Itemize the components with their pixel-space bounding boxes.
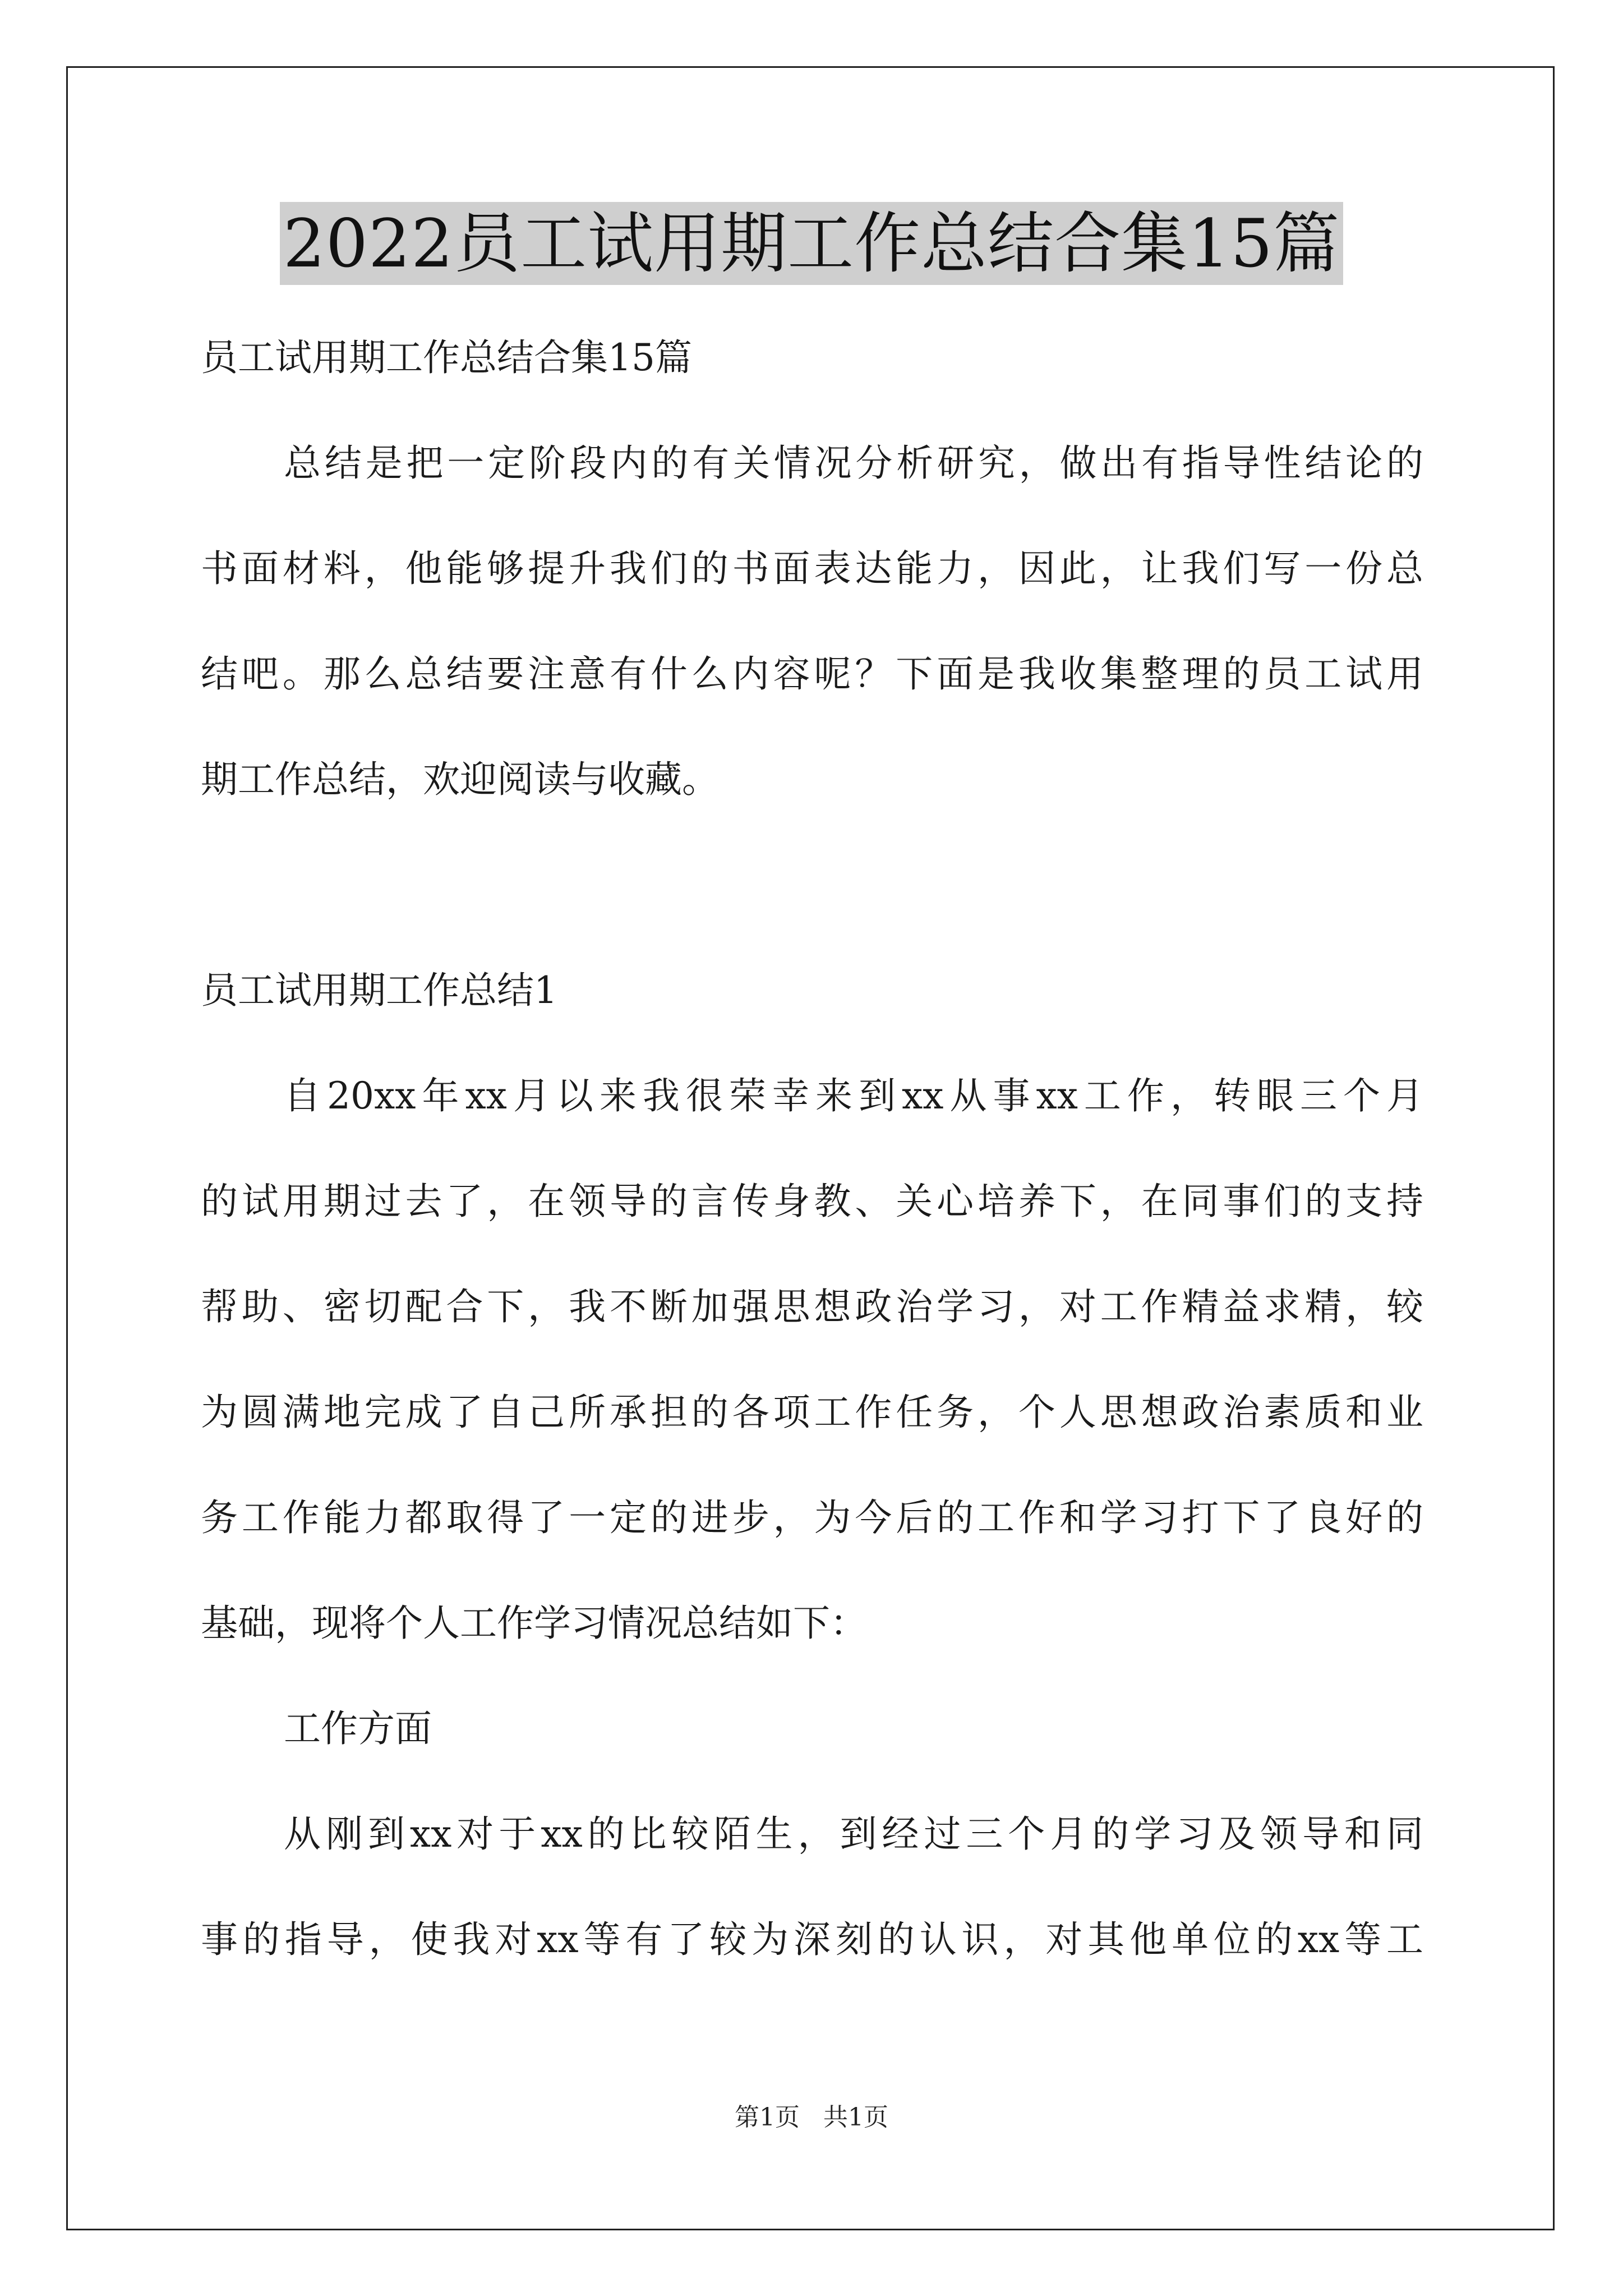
- paragraph-line: 事的指导，使我对xx等有了较为深刻的认识，对其他单位的xx等工: [201, 1918, 1423, 1961]
- paragraph-line: 自20xx年xx月以来我很荣幸来到xx从事xx工作，转眼三个月: [284, 1074, 1423, 1117]
- blank-line: [201, 832, 1423, 938]
- subsection-heading: 工作方面: [284, 1707, 432, 1750]
- subtitle-line: 员工试用期工作总结合集15篇: [201, 336, 692, 379]
- paragraph-line: 期工作总结，欢迎阅读与收藏。: [201, 758, 719, 801]
- paragraph-line: 书面材料，他能够提升我们的书面表达能力，因此，让我们写一份总: [201, 547, 1423, 590]
- title-block: [0, 202, 1623, 285]
- paragraph-line: 帮助、密切配合下，我不断加强思想政治学习，对工作精益求精，较: [201, 1285, 1423, 1328]
- section-heading: 员工试用期工作总结1: [201, 969, 557, 1012]
- paragraph-line: 务工作能力都取得了一定的进步，为今后的工作和学习打下了良好的: [201, 1496, 1423, 1539]
- paragraph-line: 结吧。那么总结要注意有什么内容呢？下面是我收集整理的员工试用: [201, 652, 1423, 696]
- paragraph-line: 总结是把一定阶段内的有关情况分析研究，做出有指导性结论的: [284, 441, 1423, 485]
- document-body: [201, 305, 1423, 1993]
- page-footer: 第1页 共1页: [735, 2103, 888, 2132]
- paragraph-line: 基础，现将个人工作学习情况总结如下：: [201, 1602, 867, 1645]
- paragraph-line: 的试用期过去了，在领导的言传身教、关心培养下，在同事们的支持: [201, 1180, 1423, 1223]
- document-title: 2022员工试用期工作总结合集15篇: [280, 202, 1343, 285]
- paragraph-line: 为圆满地完成了自己所承担的各项工作任务，个人思想政治素质和业: [201, 1391, 1423, 1434]
- paragraph-line: 从刚到xx对于xx的比较陌生，到经过三个月的学习及领导和同: [284, 1812, 1423, 1856]
